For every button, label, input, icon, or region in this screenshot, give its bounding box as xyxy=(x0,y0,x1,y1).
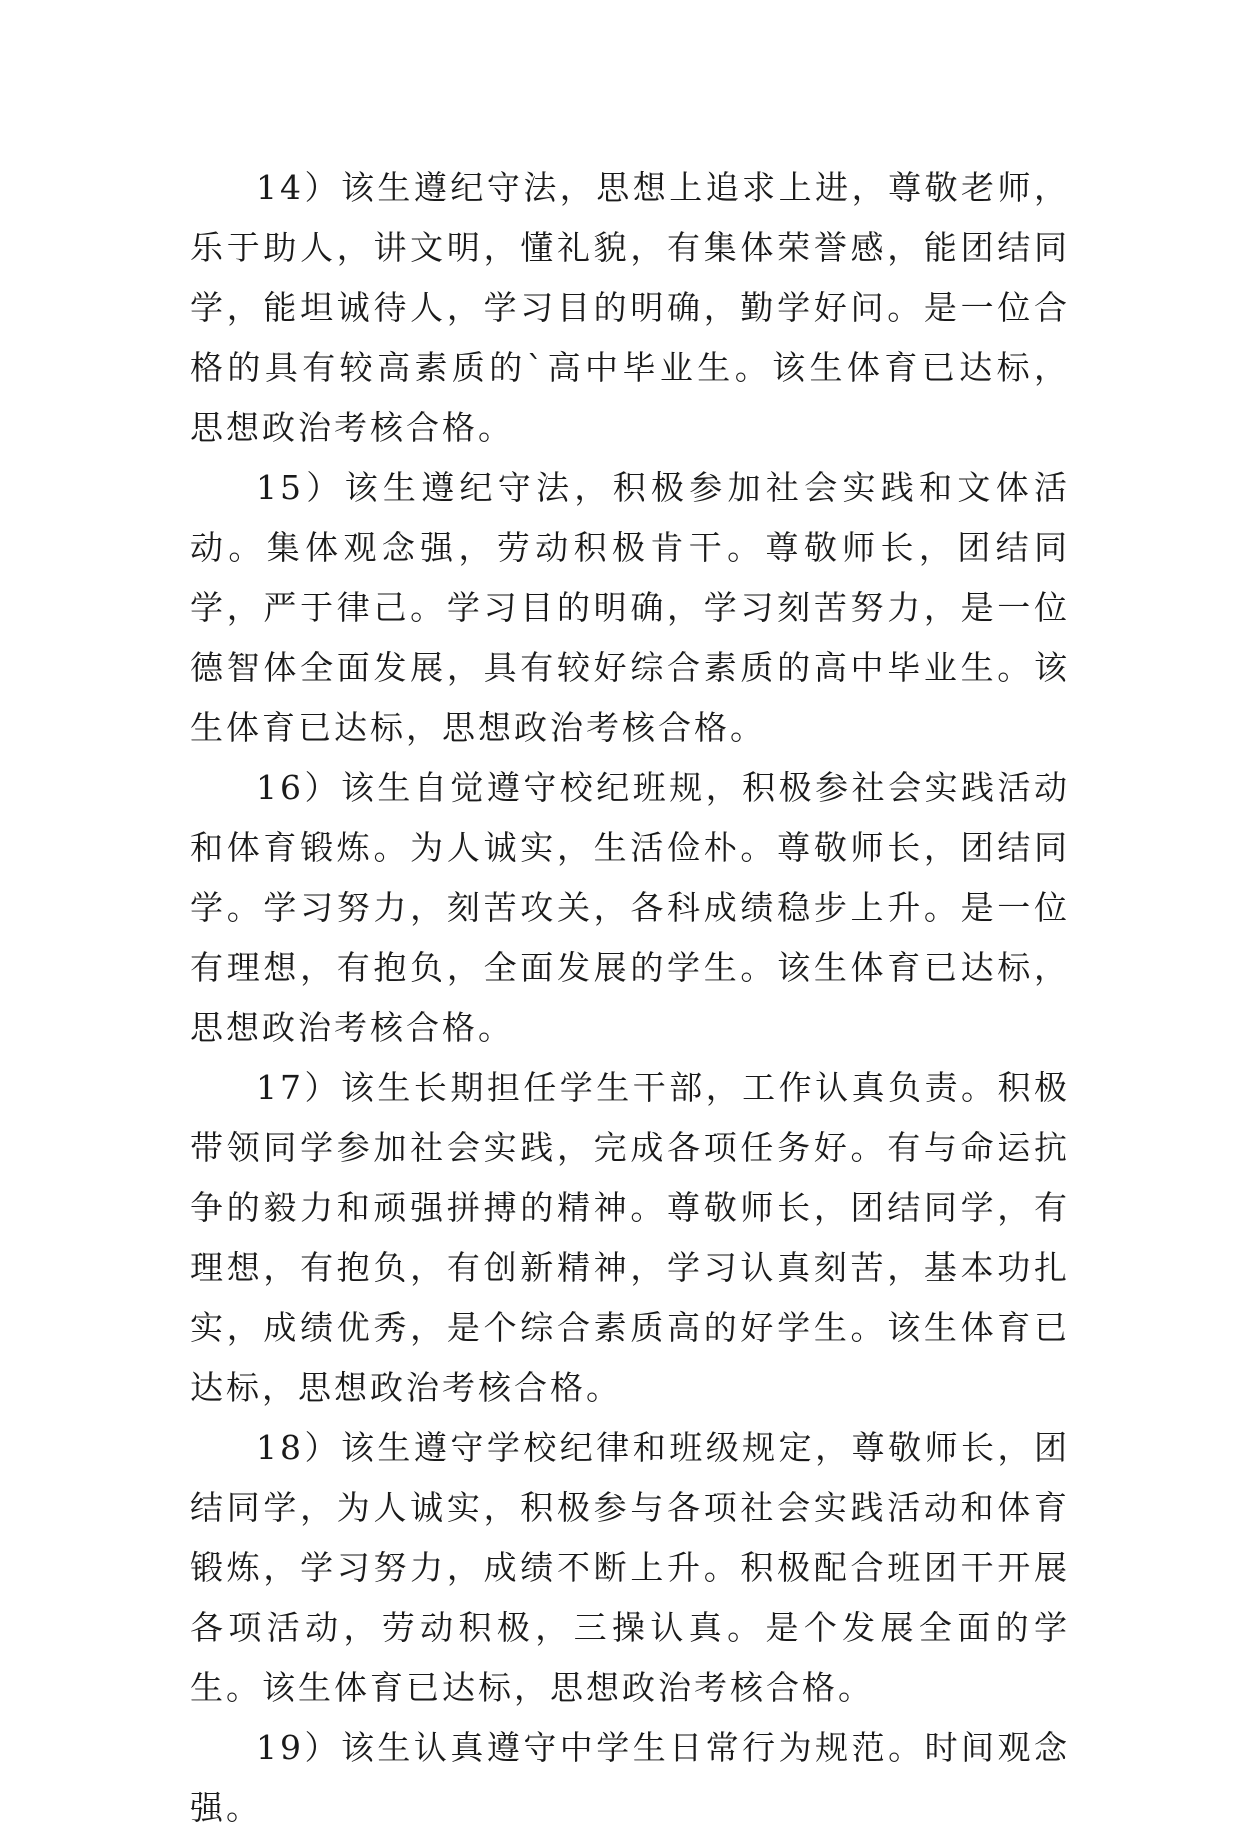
document-body xyxy=(190,158,1070,1838)
paragraph-16: 16）该生自觉遵守校纪班规，积极参社会实践活动和体育锻炼。为人诚实，生活俭朴。尊敬师长，团结同学。学习努力，刻苦攻关，各科成绩稳步上升。是一位有理想，有抱负，全面发展的学生。该生体育已达标，思想政治考核合格。 xyxy=(190,768,1070,1047)
paragraph-17: 17）该生长期担任学生干部，工作认真负责。积极带领同学参加社会实践，完成各项任务好。有与命运抗争的毅力和顽强拼搏的精神。尊敬师长，团结同学，有理想，有抱负，有创新精神，学习认真刻苦，基本功扎实，成绩优秀，是个综合素质高的好学生。该生体育已达标，思想政治考核合格。 xyxy=(190,1068,1070,1407)
paragraph-19: 19）该生认真遵守中学生日常行为规范。时间观念强。 xyxy=(190,1728,1070,1827)
paragraph-15: 15）该生遵纪守法，积极参加社会实践和文体活动。集体观念强，劳动积极肯干。尊敬师长，团结同学，严于律己。学习目的明确，学习刻苦努力，是一位德智体全面发展，具有较好综合素质的高中毕业生。该生体育已达标，思想政治考核合格。 xyxy=(190,468,1070,747)
paragraph-18: 18）该生遵守学校纪律和班级规定，尊敬师长，团结同学，为人诚实，积极参与各项社会实践活动和体育锻炼，学习努力，成绩不断上升。积极配合班团干开展各项活动，劳动积极，三操认真。是个发展全面的学生。该生体育已达标，思想政治考核合格。 xyxy=(190,1428,1070,1707)
paragraph-14: 14）该生遵纪守法，思想上追求上进，尊敬老师，乐于助人，讲文明，懂礼貌，有集体荣誉感，能团结同学，能坦诚待人，学习目的明确，勤学好问。是一位合格的具有较高素质的`高中毕业生。该生体育已达标，思想政治考核合格。 xyxy=(190,168,1070,447)
